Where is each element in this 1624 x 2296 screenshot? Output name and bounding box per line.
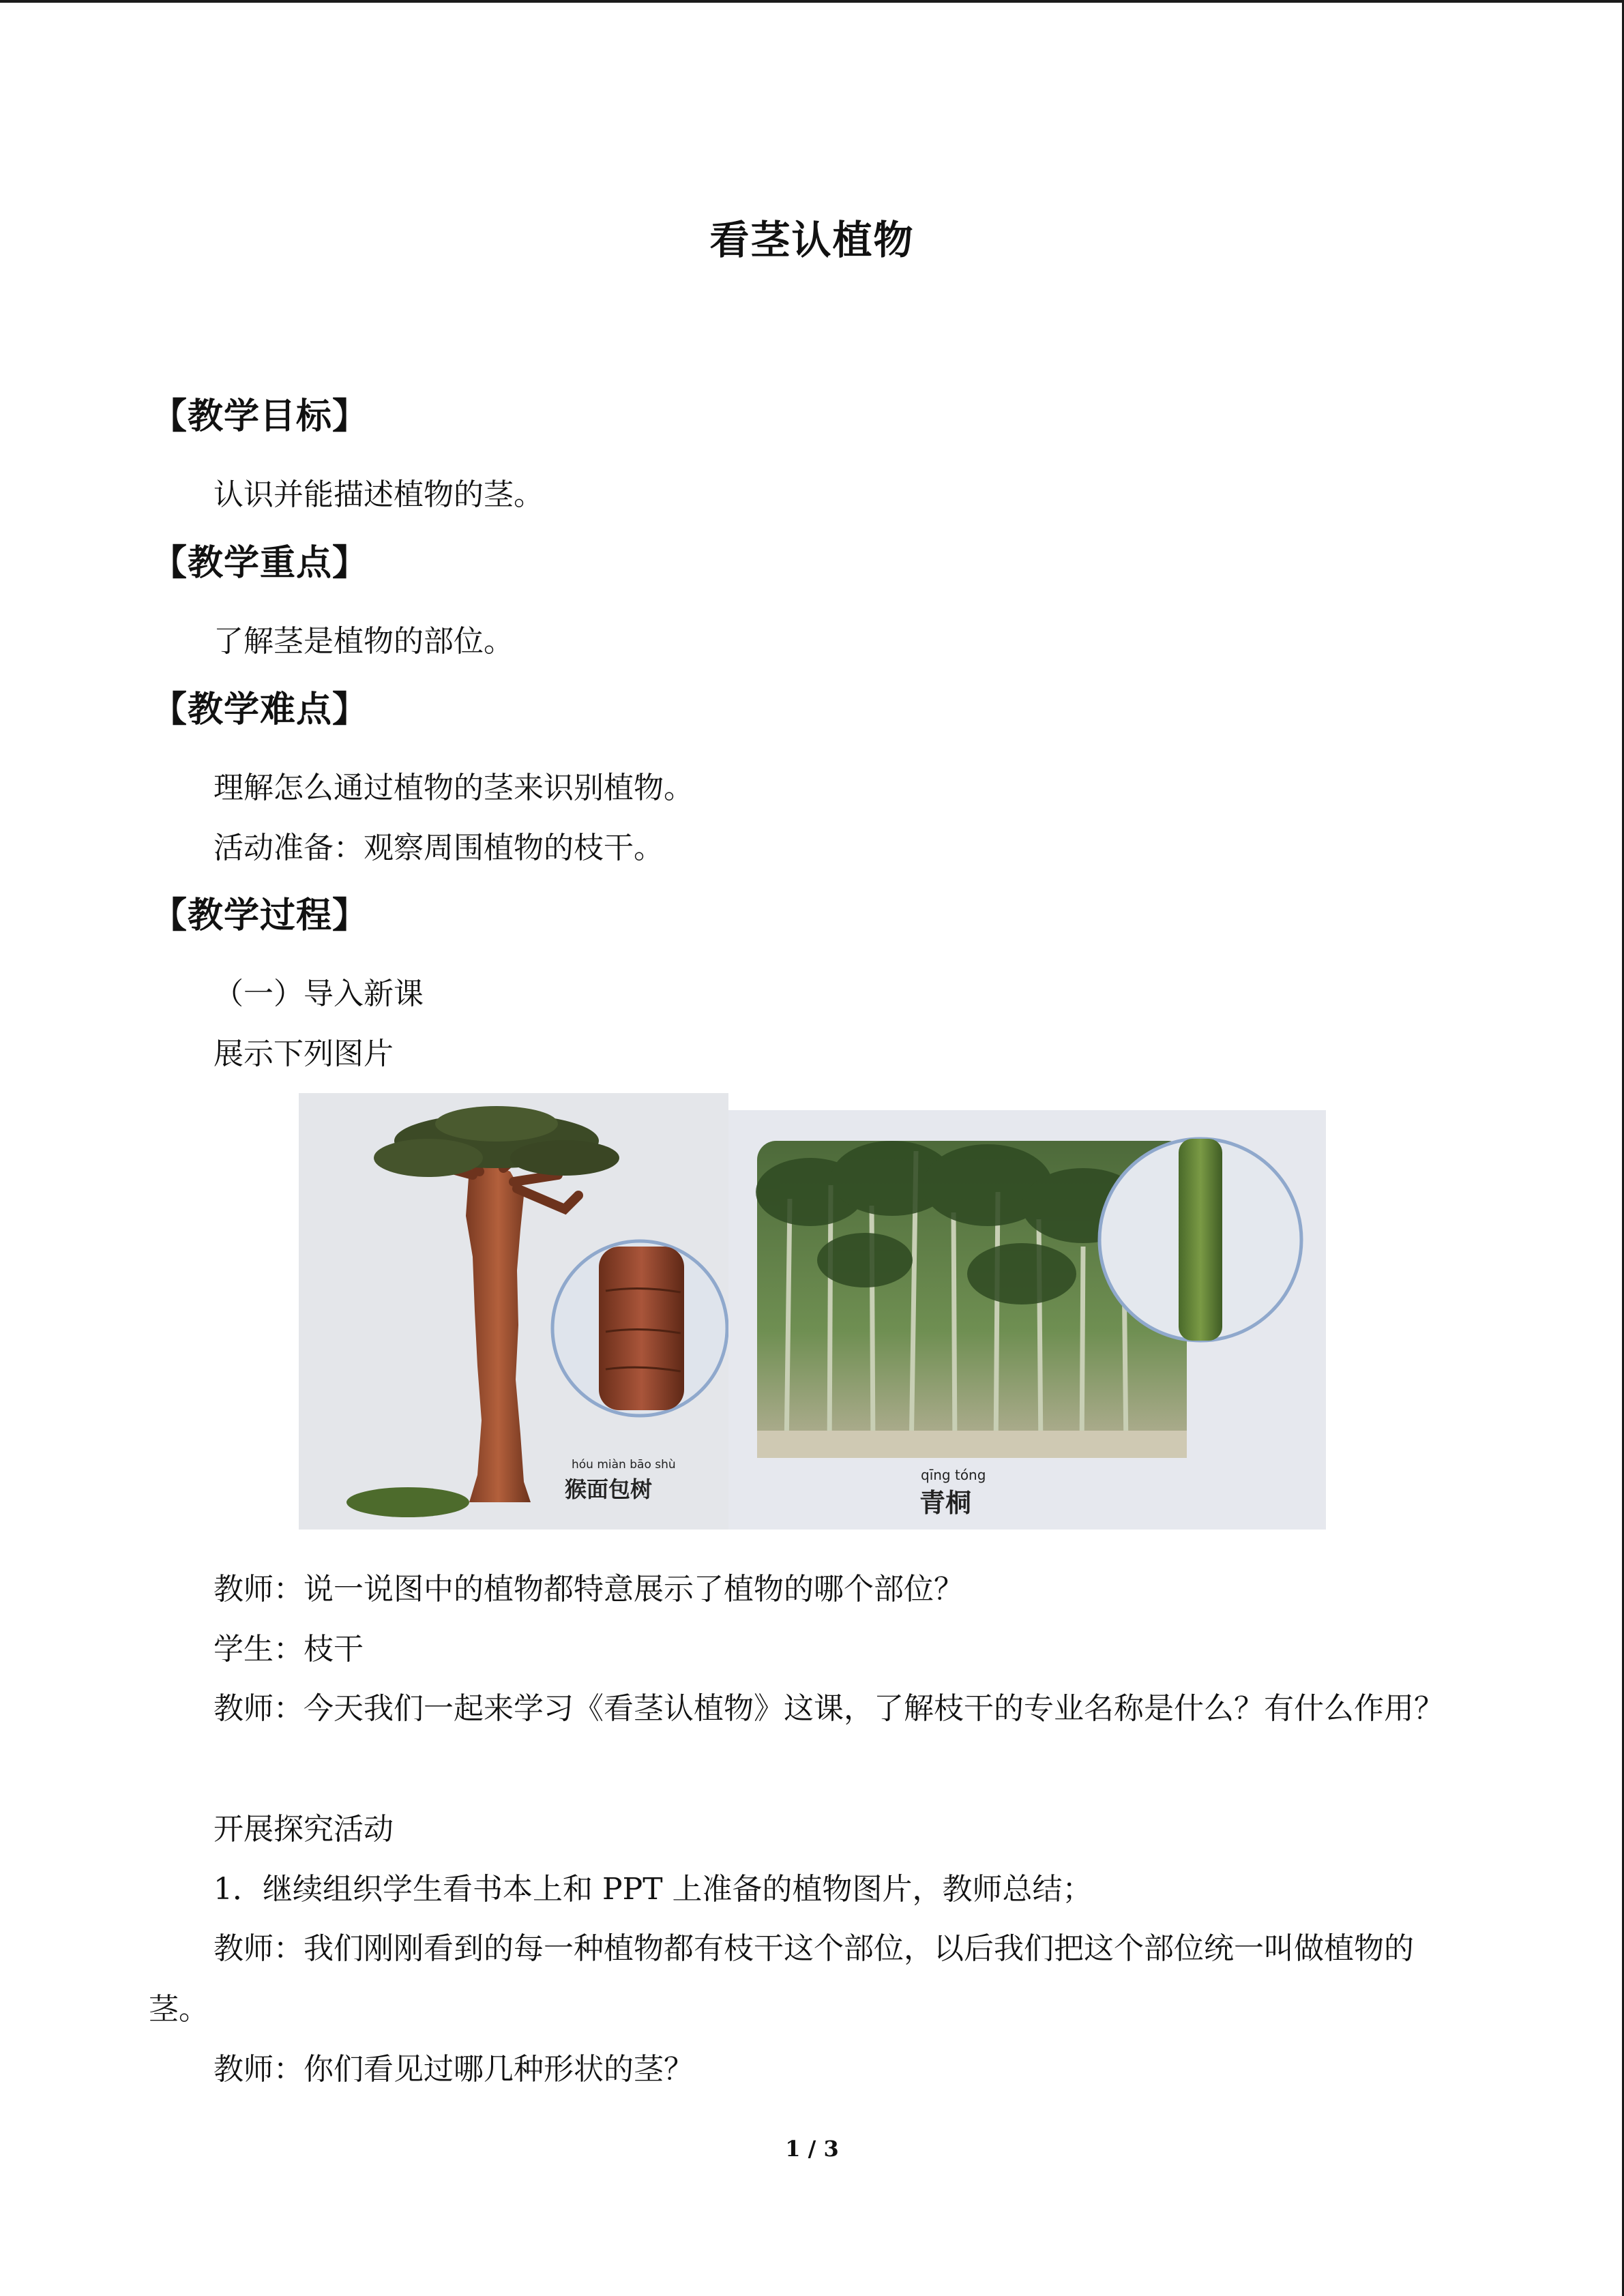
teacher-summary: 教师：我们刚刚看到的每一种植物都有枝干这个部位，以后我们把这个部位统一叫做植物的茎。 [149,1931,1414,2027]
phoenix-tree-pinyin: qīng tóng [921,1467,986,1483]
step-1-text: 1．继续组织学生看书本上和 PPT 上准备的植物图片，教师总结； [213,1872,1093,1907]
student-answer-1: 学生：枝干 [213,1632,364,1667]
process-intro: （一）导入新课 [213,976,424,1011]
teacher-question-2: 教师：今天我们一起来学习《看茎认植物》这课，了解枝干的专业名称是什么？有什么作用？ [213,1691,1444,1726]
heading-teaching-goal: 【教学目标】 [151,396,369,437]
phoenix-tree-photo [728,1110,1326,1530]
phoenix-tree-illustration [728,1110,1326,1530]
phoenix-tree-label: 青桐 [919,1488,972,1518]
activity-heading: 开展探究活动 [213,1812,394,1847]
preparation-text: 活动准备：观察周围植物的枝干。 [213,831,664,865]
heading-teaching-difficulty: 【教学难点】 [151,689,369,730]
heading-teaching-key: 【教学重点】 [151,543,369,584]
page-number: 1 / 3 [785,2136,839,2162]
key-text: 了解茎是植物的部位。 [213,624,514,659]
difficulty-text: 理解怎么通过植物的茎来识别植物。 [213,771,694,805]
baobab-photo [299,1093,728,1530]
teacher-question-3: 教师：你们看见过哪几种形状的茎？ [213,2052,694,2087]
plant-figure [299,1093,1326,1530]
goal-text: 认识并能描述植物的茎。 [213,477,544,512]
baobab-pinyin: hóu miàn bāo shù [572,1458,676,1472]
page-top-border [0,0,1624,3]
teacher-question-1: 教师：说一说图中的植物都特意展示了植物的哪个部位？ [213,1572,964,1607]
show-pictures-text: 展示下列图片 [213,1037,394,1071]
document-title: 看茎认植物 [709,217,915,263]
heading-teaching-process: 【教学过程】 [151,895,369,936]
baobab-label: 猴面包树 [565,1476,653,1502]
